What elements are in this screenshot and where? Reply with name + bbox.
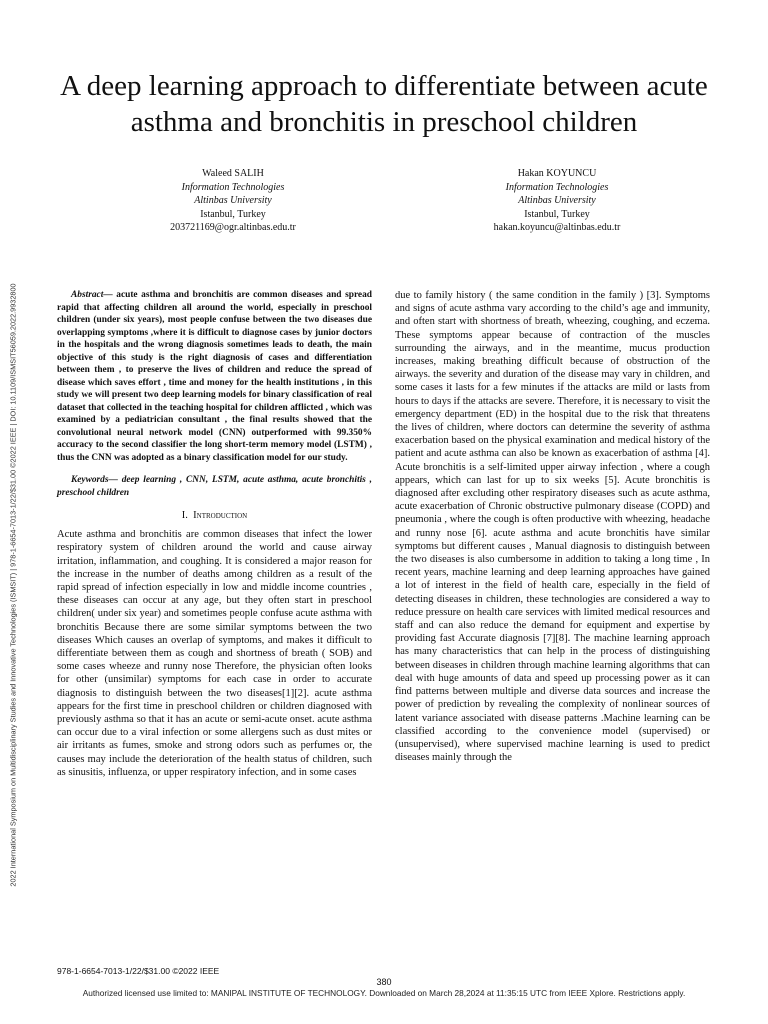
author-dept: Information Technologies <box>181 181 285 193</box>
section-number: I. <box>181 510 188 521</box>
author-city: Istanbul, Turkey <box>524 208 590 220</box>
right-column <box>395 289 710 764</box>
conference-sidebar <box>2 160 24 1010</box>
page-number: 380 <box>376 977 392 987</box>
author-dept: Information Technologies <box>505 181 609 193</box>
author-block-2 <box>427 167 687 235</box>
keywords: Keywords— deep learning , CNN, LSTM, acute asthma, acute bronchitis , preschool children <box>57 475 372 498</box>
author-name: Hakan KOYUNCU <box>517 168 597 179</box>
author-block-1 <box>103 167 363 235</box>
footer-isbn: 978-1-6654-7013-1/22/$31.00 ©2022 IEEE <box>57 966 220 976</box>
license-notice: Authorized licensed use limited to: MANIPAL INSTITUTE OF TECHNOLOGY. Downloaded on March 28,2024 at 11:35:15 UTC from IEEE Xplore. Restrictions apply. <box>82 988 686 998</box>
author-name: Waleed SALIH <box>202 168 264 179</box>
section-title: Introduction <box>193 510 248 521</box>
abstract-label: Abstract <box>71 290 104 300</box>
paper-title: A deep learning approach to differentiate between acute asthma and bronchitis in preschool children <box>60 70 708 138</box>
abstract-text: — acute asthma and bronchitis are common diseases and spread rapid that affecting children all around the world, especially in preschool children (under six years), most people confuse between the two diseases due overlapping symptoms ,where it is difficult to diagnose cases by junior doctors in the hospitals and the wrong diagnosis sometimes leads to death, the main objective of this study is the right diagnosis of cases and differentiation between them , to preserve the lives of children and reduce the spread of disease which saves effort , time and money for the health institutions , in this study we will present two deep learning models for binary classification of real dataset that collected in the teaching hospital for children afflicted , which was examined by a pediatrician consultant , the final results showed that the convolutional neural network model (CNN) outperformed with 99.350% accuracy to the second classifier the long short-term memory model (LSTM) , thus the CNN was adopted as a binary classification model for our study. <box>57 290 372 463</box>
left-column <box>57 289 372 779</box>
intro-paragraph-right: due to family history ( the same condition in the family ) [3]. Symptoms and signs of acute asthma vary according to the child’s age and immunity, and often start with shortness of breath, wheezing, coughing, and eczema. These symptoms appear because of contraction of the muscles surrounding the airways, and in the meantime, mucus production increases, making breathing difficult because of obstruction of the airways. the severity and duration of the disease may vary in children, and some cases it lasts for a few minutes if the attacks are mild or lasts from hours to days if the attacks are severe. Therefore, it is necessary to visit the emergency department (ED) in the hospital due to the risk that threatens the lives of children, where doctors can determine the severity of asthma exacerbation based on the physical examination and medical history of the patient and acute asthma can also be known as exacerbation of asthma [4]. Acute bronchitis is a self-limited upper airway infection , where a cough appears, which can last for up to six weeks [5]. Acute bronchitis is diagnosed after excluding other respiratory diseases such as acute asthma, acute exacerbation of Chronic obstructive pulmonary disease (COPD) and pneumonia , where the cough is often productive with wheezing, headache and runny nose [6]. acute asthma and acute bronchitis have similar symptoms but different causes , Manual diagnosis to distinguish between the two diseases is also cumbersome in addition to taking a long time , In recent years, machine learning and deep learning approaches have gained a lot of interest in the field of health care, especially in the field of detecting diseases in children, these technologies are considered a way to reduce pressure on health care services with limited medical resources and staff and can also reduce the demand for equipment and expertise by providing fast Accurate diagnosis [7][8]. The machine learning approach has many characteristics that can help in the process of distinguishing between diseases in children through machine learning algorithms that can deal with huge amounts of data and speed up processing power as it can find patterns between multiple and diverse data sources and increase the power of prediction by revealing the complexity of nonlinear sources of latent variance associated with disease patterns .Machine learning can be classified according to the convenience model (supervised) or (unsupervised), where supervised machine learning is used to predict diseases mainly through the <box>395 290 710 764</box>
author-email[interactable]: 203721169@ogr.altinbas.edu.tr <box>170 222 296 233</box>
abstract <box>57 289 372 464</box>
author-university: Altinbas University <box>194 195 272 206</box>
intro-paragraph-left: Acute asthma and bronchitis are common diseases that infect the lower respiratory system of children around the world and cause airway irritation, inflammation, and coughing. It is considered a major reason for the increase in the number of deaths among children as a result of the rapid spread of infection especially in low and middle income countries , these diseases can occur at any age, but they often start in preschool children( under six year) and sometimes people confuse acute asthma with bronchitis Because there are some similar symptoms between the two diseases Which causes an overlap of symptoms, and makes it difficult to differentiate between them as cough and shortness of breath ( SOB) and some cases wheeze and runny nose Therefore, the physician often looks for other (unsimilar) symptoms for each case in order to accurate diagnosis to distinguish between the two diseases[1][2]. acute asthma appears for the first time in preschool children or children diagnosed with previously asthma so that it has an acute or semi-acute onset. acute asthma can occur due to a viral infection or some allergens such as dust mites or air irritants as fumes, smoke and strong odors such as perfumes or, the causes may include the deterioration of the health status of children, such as sinusitis, influenza, or upper respiratory infection, and in some cases <box>57 529 372 778</box>
sidebar-text: 2022 International Symposium on Multidisciplinary Studies and Innovative Technologies (ISMSIT) | 978-1-6654-7013-1/22/$31.00 ©2022 IEEE | DOI: 10.1109/ISMSIT56059.2022.9932800 <box>8 283 18 887</box>
author-university: Altinbas University <box>518 195 596 206</box>
author-city: Istanbul, Turkey <box>200 208 266 220</box>
author-email[interactable]: hakan.koyuncu@altinbas.edu.tr <box>493 222 621 233</box>
section-heading <box>57 509 372 522</box>
